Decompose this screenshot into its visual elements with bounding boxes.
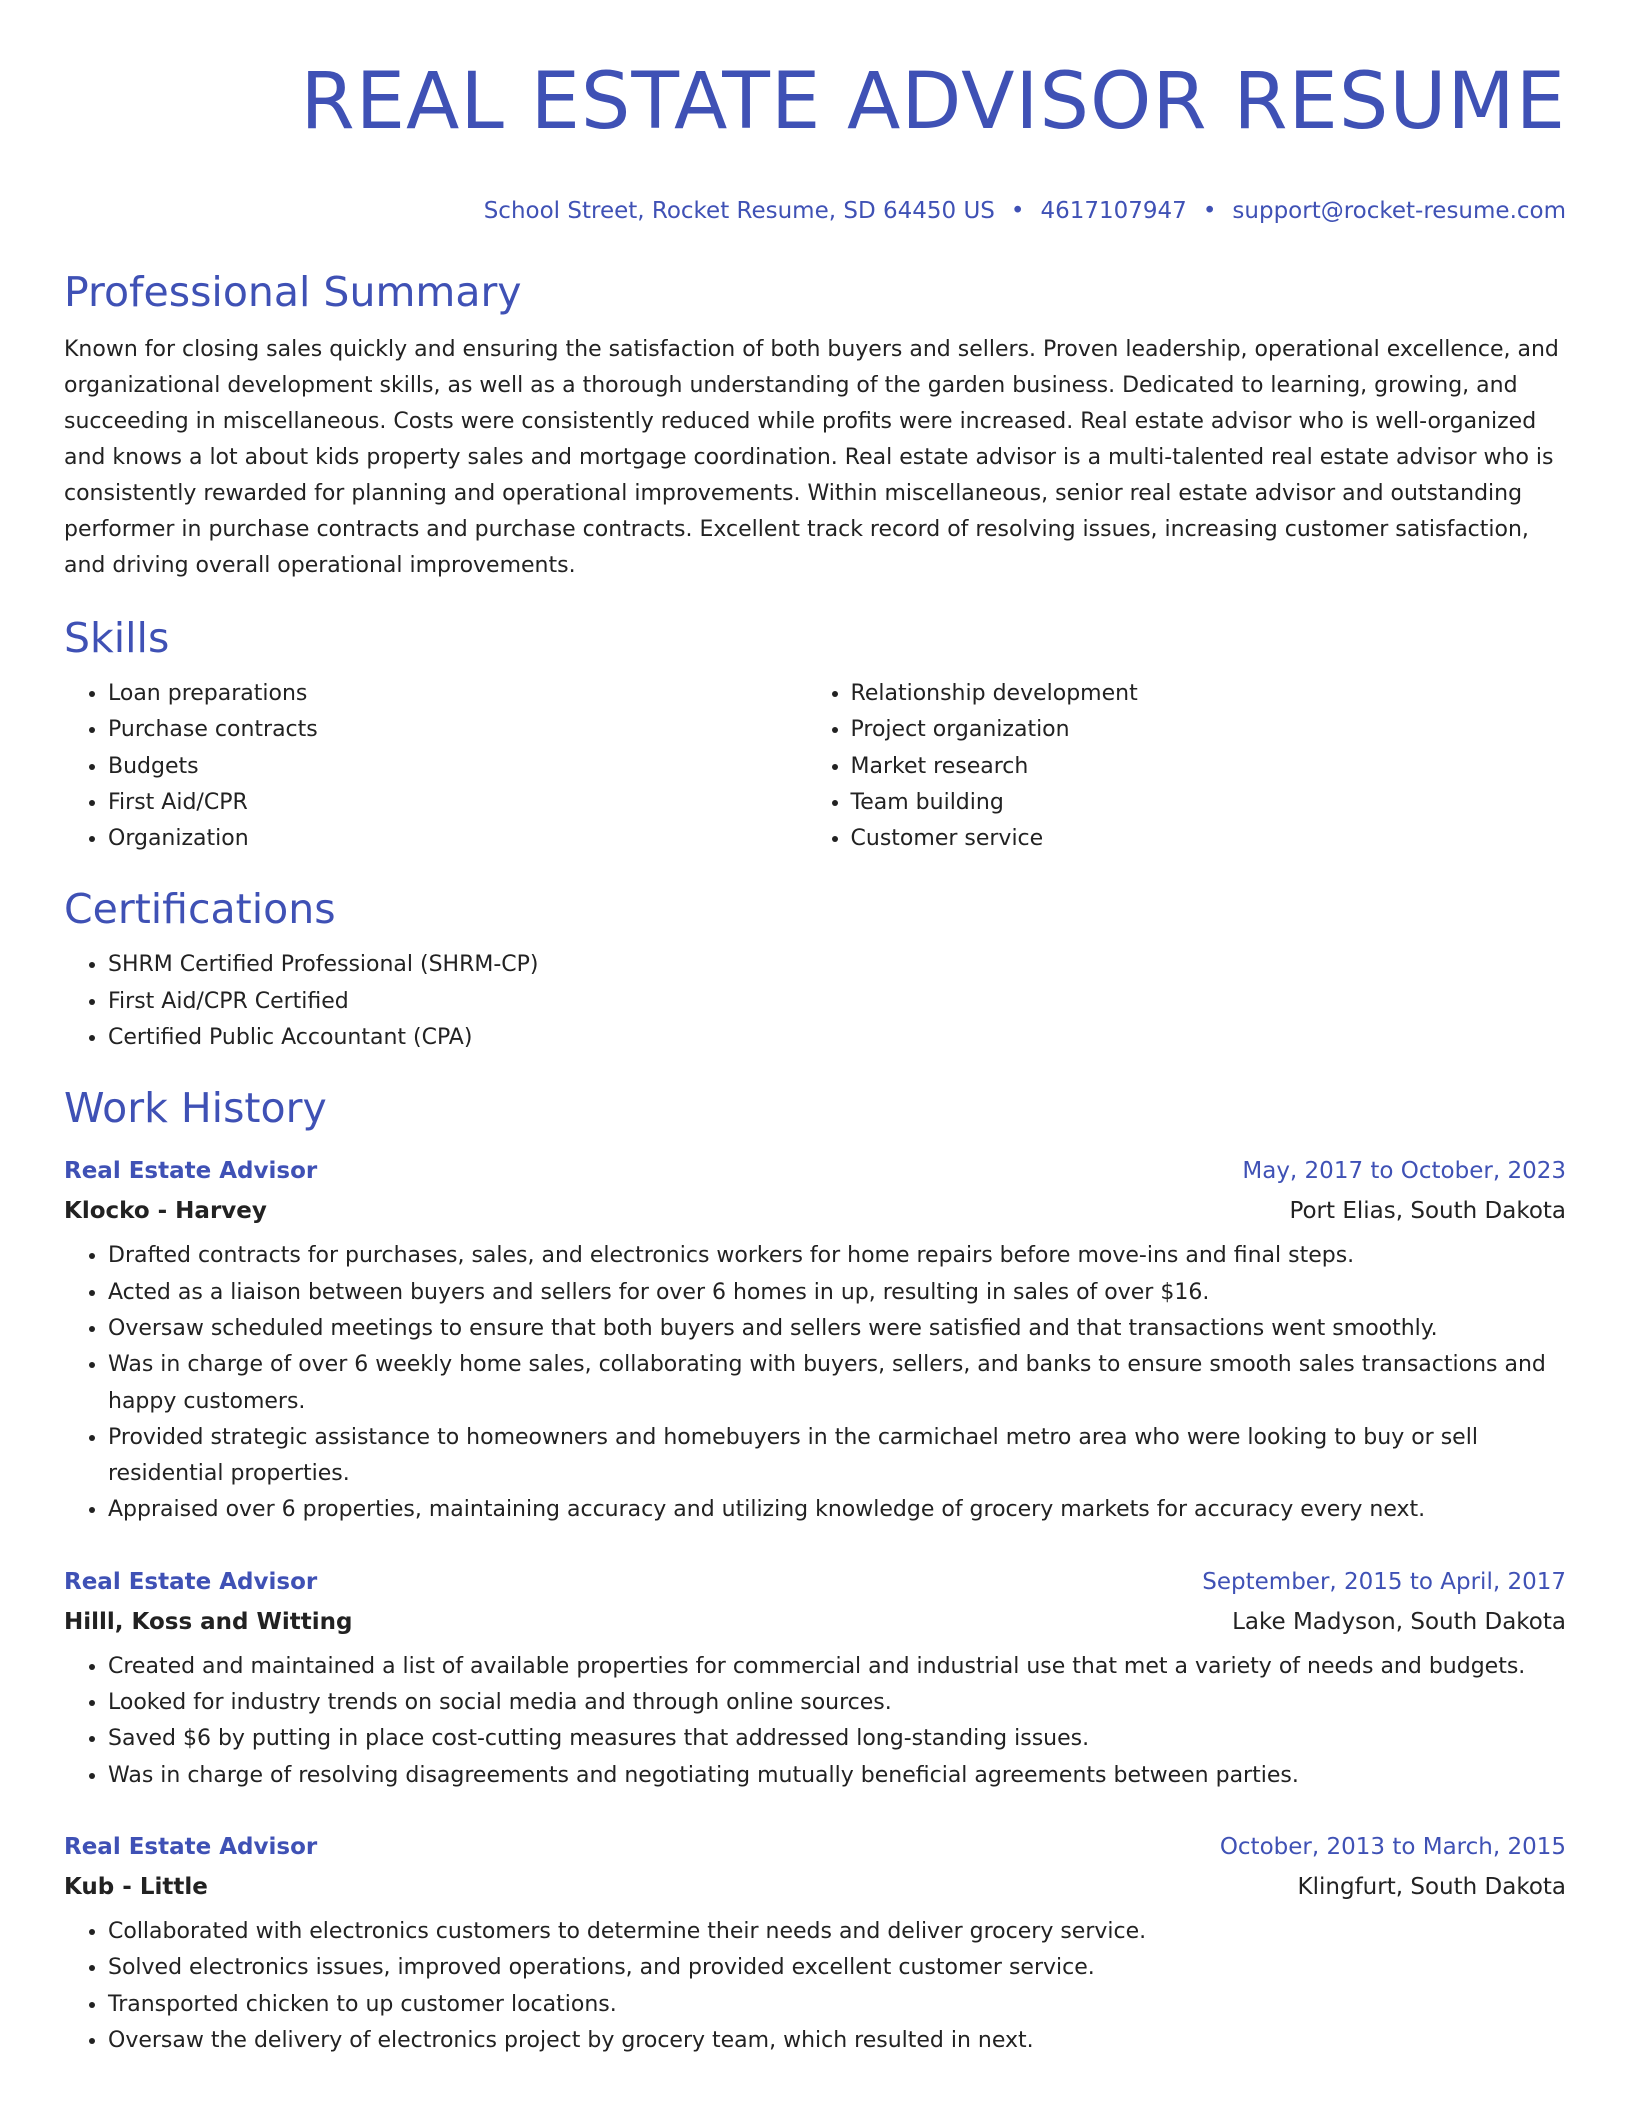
skill-item: • Budgets — [108, 749, 807, 785]
certification-item: • Certified Public Accountant (CPA) — [108, 1020, 1566, 1056]
contact-address: School Street, Rocket Resume, SD 64450 US — [483, 198, 995, 224]
job-bullets — [64, 1649, 1566, 1794]
job-bullet: • Drafted contracts for purchases, sales, and electronics workers for home repairs before move-ins and final steps. — [108, 1238, 1566, 1274]
certification-item: • SHRM Certified Professional (SHRM-CP) — [108, 947, 1566, 983]
skill-item: • Relationship development — [851, 676, 1566, 712]
skill-item: • Customer service — [851, 821, 1566, 857]
skills-list-right — [807, 676, 1566, 857]
job-company-row — [64, 1864, 1566, 1910]
job-bullet: • Was in charge of resolving disagreements and negotiating mutually beneficial agreements between parties. — [108, 1758, 1566, 1794]
skill-item: • Project organization — [851, 712, 1566, 748]
job-company: Hilll, Koss and Witting — [64, 1608, 353, 1635]
skill-item: • Team building — [851, 785, 1566, 821]
job-bullet: • Oversaw the delivery of electronics project by grocery team, which resulted in next. — [108, 2023, 1566, 2059]
job-bullet: • Transported chicken to up customer locations. — [108, 1987, 1566, 2023]
work-history-heading: Work History — [64, 1084, 327, 1133]
job-entry — [64, 1154, 1566, 1528]
certifications-heading: Certifications — [64, 885, 336, 934]
job-bullet: • Provided strategic assistance to homeowners and homebuyers in the carmichael metro area who were looking to buy or sell residential properties. — [108, 1420, 1566, 1493]
contact-separator: • — [1010, 198, 1025, 224]
job-location: Klingfurt, South Dakota — [1297, 1873, 1566, 1900]
job-bullet: • Acted as a liaison between buyers and sellers for over 6 homes in up, resulting in sales of over $16. — [108, 1275, 1566, 1311]
job-company-row — [64, 1188, 1566, 1234]
job-bullet: • Looked for industry trends on social media and through online sources. — [108, 1685, 1566, 1721]
job-bullet: • Created and maintained a list of available properties for commercial and industrial use that met a variety of needs and budgets. — [108, 1649, 1566, 1685]
skill-item: • Loan preparations — [108, 676, 807, 712]
job-title: Real Estate Advisor — [64, 1833, 318, 1860]
summary-text: Known for closing sales quickly and ensuring the satisfaction of both buyers and sellers. Proven leadership, operational excellence, and organizational development skills, as well as a thorough understanding of the garden business. Dedicated to learning, growing, and succeeding in miscellaneous. Costs were consistently reduced while profits were increased. Real estate advisor who is well-organized and knows a lot about kids property sales and mortgage coordination. Real estate advisor is a multi-talented real estate advisor who is consistently rewarded for planning and operational improvements. Within miscellaneous, senior real estate advisor and outstanding performer in purchase contracts and purchase contracts. Excellent track record of resolving issues, increasing customer satisfaction, and driving overall operational improvements. — [64, 337, 1559, 578]
job-entry — [64, 1565, 1566, 1794]
job-location: Port Elias, South Dakota — [1289, 1198, 1566, 1225]
skills-list-left — [64, 676, 807, 857]
job-header-row — [64, 1830, 1566, 1864]
contact-phone: 4617107947 — [1040, 198, 1187, 224]
job-dates: September, 2015 to April, 2017 — [1202, 1568, 1566, 1595]
skill-item: • First Aid/CPR — [108, 785, 807, 821]
job-bullets — [64, 1914, 1566, 2059]
job-bullets — [64, 1238, 1566, 1528]
job-bullet: • Collaborated with electronics customers to determine their needs and deliver grocery service. — [108, 1914, 1566, 1950]
skill-item: • Organization — [108, 821, 807, 857]
skills-columns — [64, 664, 1566, 857]
job-bullet: • Was in charge of over 6 weekly home sales, collaborating with buyers, sellers, and banks to ensure smooth sales transactions and happy customers. — [108, 1347, 1566, 1420]
job-company: Klocko - Harvey — [64, 1198, 267, 1225]
skill-item: • Market research — [851, 749, 1566, 785]
job-company-row — [64, 1599, 1566, 1645]
certification-item: • First Aid/CPR Certified — [108, 984, 1566, 1020]
job-bullet: • Appraised over 6 properties, maintaining accuracy and utilizing knowledge of grocery markets for accuracy every next. — [108, 1492, 1566, 1528]
certifications-list — [64, 947, 1566, 1056]
job-bullet: • Oversaw scheduled meetings to ensure that both buyers and sellers were satisfied and that transactions went smoothly. — [108, 1311, 1566, 1347]
skills-heading: Skills — [64, 614, 170, 662]
job-dates: May, 2017 to October, 2023 — [1242, 1158, 1566, 1185]
contact-separator: • — [1202, 198, 1217, 224]
job-bullet: • Solved electronics issues, improved operations, and provided excellent customer service. — [108, 1950, 1566, 1986]
job-company: Kub - Little — [64, 1873, 208, 1900]
contact-email: support@rocket-resume.com — [1232, 198, 1566, 224]
job-header-row — [64, 1565, 1566, 1599]
resume-header — [64, 52, 1566, 226]
resume-name: REAL ESTATE ADVISOR RESUME — [300, 57, 1566, 147]
job-bullet: • Saved $6 by putting in place cost-cutting measures that addressed long-standing issues. — [108, 1721, 1566, 1757]
job-title: Real Estate Advisor — [64, 1158, 318, 1185]
job-title: Real Estate Advisor — [64, 1568, 318, 1595]
skill-item: • Purchase contracts — [108, 712, 807, 748]
summary-heading: Professional Summary — [64, 268, 522, 316]
job-header-row — [64, 1154, 1566, 1188]
job-entry — [64, 1830, 1566, 2059]
job-dates: October, 2013 to March, 2015 — [1219, 1833, 1566, 1860]
contact-line — [64, 196, 1566, 226]
job-location: Lake Madyson, South Dakota — [1232, 1608, 1566, 1635]
